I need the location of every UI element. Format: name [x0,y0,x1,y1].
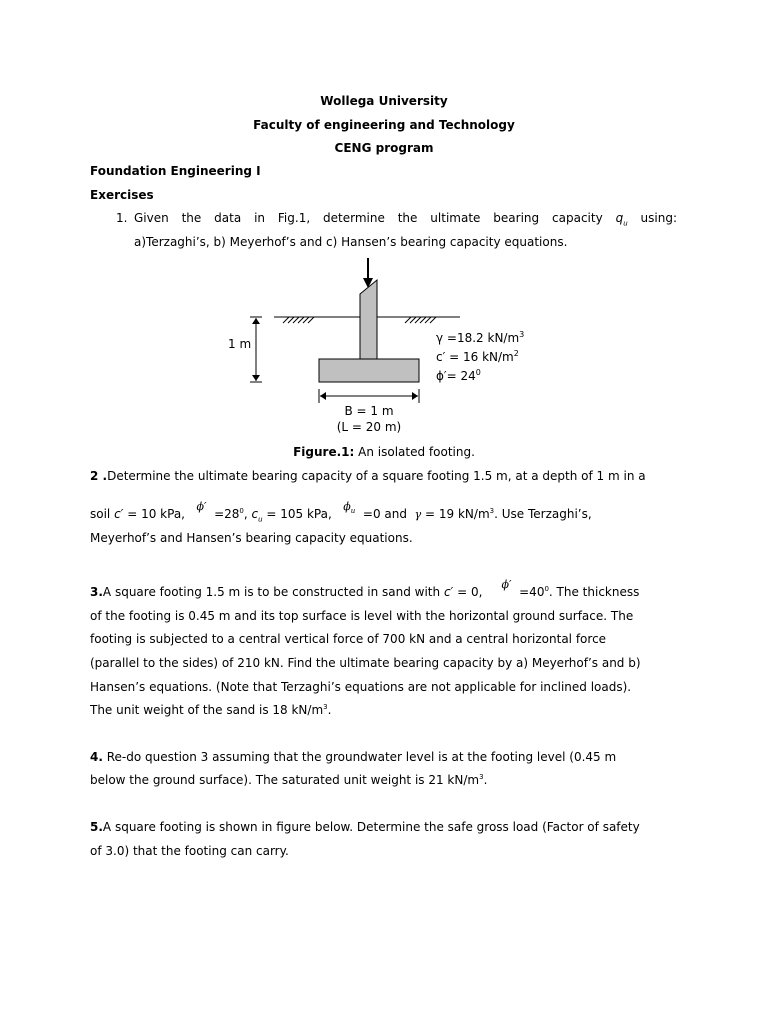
q4-number: 4. [90,750,103,764]
q5-line1: 5.A square footing is shown in figure below. Determine the safe gross load (Factor of safety [90,820,640,834]
q2-line3: Meyerhof’s and Hansen’s bearing capacity equations. [90,531,413,545]
q4-line1: 4. Re-do question 3 assuming that the groundwater level is at the footing level (0.45 m [90,750,617,764]
cohesion-label: c′ = 16 $kN/m^2$ [436,349,519,364]
ground-hatch-left [283,317,314,323]
q2-number: 2 . [90,469,108,483]
footing-figure [0,250,768,440]
q5-number: 5. [90,820,103,834]
university-name: Wollega University [320,94,448,108]
q1-line1: 1. Given the data in Fig.1, determine the ultimate bearing capacity $q_u$ using: [116,211,677,228]
faculty-name: Faculty of engineering and Technology [253,118,515,132]
program-name: CENG program [334,141,434,155]
footing-base [319,359,419,382]
q4-line2: below the ground surface). The saturated unit weight is 21 $kN/m^3$. [90,773,488,787]
q2-line1: 2 .Determine the ultimate bearing capacity of a square footing 1.5 m, at a depth of 1 m in a [90,469,646,483]
q3-line4: (parallel to the sides) of 210 kN. Find the ultimate bearing capacity by a) Meyerhof’s and b) [90,656,641,670]
q3-line3: footing is subjected to a central vertical force of 700 kN and a central horizontal force [90,632,607,646]
q5-line2: of 3.0) that the footing can carry. [90,844,289,858]
q1-number: 1. [116,211,128,225]
q2-line2: soil c′ = 10 kPa, $\phi' =28^0$, $c_u = 105$ kPa, $\phi_u =0$ and γ = 19 $kN/m^3$. Use Terzaghi’s, [90,500,592,524]
q3-line6: The unit weight of the sand is 18 $kN/m^3$. [90,703,332,717]
length-label: (L = 20 m) [336,420,402,434]
unit-weight-label: γ =18.2 $kN/m^3$ [436,330,525,345]
figure-caption: Figure.1: An isolated footing. [293,445,475,459]
depth-label: 1 m [228,337,252,351]
q3-line5: Hansen’s equations. (Note that Terzaghi’s equations are not applicable for inclined loads). [90,680,632,694]
q3-number: 3. [90,585,103,599]
friction-angle-label: $\phi'= 24^0$ [436,368,481,383]
width-label: B = 1 m [344,404,394,418]
ground-hatch-right [405,317,436,323]
course-title: Foundation Engineering I [90,164,261,178]
section-title: Exercises [90,188,154,202]
q1-line2: a)Terzaghi’s, b) Meyerhof’s and c) Hansen’s bearing capacity equations. [134,235,568,249]
footing-column [360,280,377,359]
q3-line2: of the footing is 0.45 m and its top surface is level with the horizontal ground surface. The [90,609,634,623]
q3-line1: 3.A square footing 1.5 m is to be constructed in sand with c′ = 0, $\phi' =40^0$. The thickness [90,578,640,599]
